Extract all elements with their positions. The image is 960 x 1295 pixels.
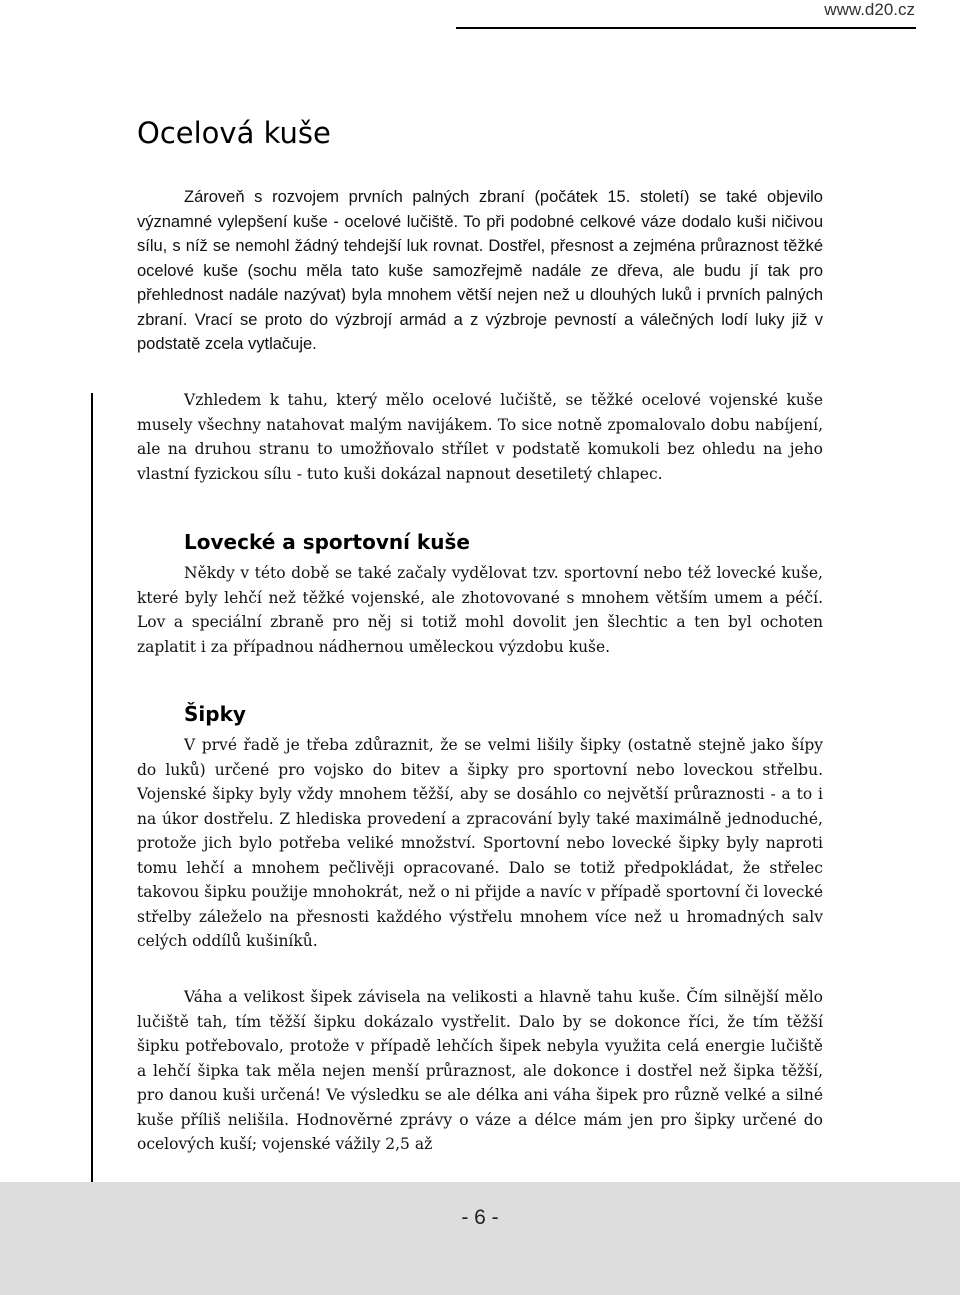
paragraph-bolt-weight: Váha a velikost šipek závisela na velikosti a hlavně tahu kuše. Čím silnější mělo lučiště tah, tím těžší šipku dokázalo vystřelit. Dalo by se dokonce říci, že tím těžší šipku potřebovalo, protože v případě lehčích šipek nebyla využita celá energie lučiště a lehčí šipka tak měla nejen menší průraznost, ale dokonce i dostřel než šipka těžší, pro danou kuši určená! Ve výsledku se ale délka ani váha šipek pro různě velké a silné kuše příliš nelišila. Hodnověrné zprávy o váze a délce mám jen pro šipky určené do ocelových kuší; vojenské vážily 2,5 až xyxy=(137,988,823,1153)
paragraph-hunting: Někdy v této době se také začaly vydělovat tzv. sportovní nebo též lovecké kuše, které byly lehčí než těžké vojenské, ale zhotovované s mnohem větším umem a péčí. Lov a speciální zbraně pro něj si totiž mohl dovolit jen šlechtic a ten byl ochoten zaplatit i za případnou nádhernou uměleckou výzdobu kuše. xyxy=(137,564,823,656)
page-title: Ocelová kuše xyxy=(137,116,331,150)
footer-band xyxy=(0,1182,960,1295)
paragraph-intro: Zároveň s rozvojem prvních palných zbraní (počátek 15. století) se také objevilo významné vylepšení kuše - ocelové lučiště. To při podobné celkové váze dodalo kuši ničivou sílu, s níž se nemohl žádný tehdejší luk rovnat. Dostřel, přesnost a zejména průraznost těžké ocelové kuše (sochu měla tato kuše samozřejmě nadále ze dřeva, ale budu jí tak pro přehlednost nadále nazývat) byla mnohem větší nejen než u dlouhých luků i prvních palných zbraní. Vrací se proto do výzbrojí armád a z výzbroje pevností a válečných lodí luky již v podstatě zcela vytlačuje. xyxy=(137,188,823,353)
page-number: - 6 - xyxy=(461,1206,499,1229)
site-url[interactable]: www.d20.cz xyxy=(824,0,915,19)
section-heading-hunting: Lovecké a sportovní kuše xyxy=(184,530,470,554)
header-rule xyxy=(456,27,916,29)
section-heading-bolts: Šipky xyxy=(184,702,246,726)
paragraph-drawing: Vzhledem k tahu, který mělo ocelové lučiště, se těžké ocelové vojenské kuše musely všechny natahovat malým navijákem. To sice notně zpomalovalo dobu nabíjení, ale na druhou stranu to umožňovalo střílet v podstatě komukoli bez ohledu na jeho vlastní fyzickou sílu - tuto kuši dokázal napnout desetiletý chlapec. xyxy=(137,391,823,483)
paragraph-bolts: V prvé řadě je třeba zdůraznit, že se velmi lišily šipky (ostatně stejně jako šípy do luků) určené pro vojsko do bitev a šipky pro sportovní nebo loveckou střelbu. Vojenské šipky byly vždy mnohem těžší, aby se dosáhlo co největší průraznosti - a to i na úkor dostřelu. Z hlediska provedení a zpracování byly také maximálně jednoduché, protože jich bylo potřeba veliké množství. Sportovní nebo lovecké šipky byly naproti tomu lehčí a mnohem pečlivěji opracované. Dalo se totiž předpokládat, že střelec takovou šipku použije mnohokrát, než o ni přijde a navíc v případě sportovní či lovecké střelby záleželo na přesnosti každého výstřelu mnohem více než u hromadných salv celých oddílů kušiníků. xyxy=(137,736,823,950)
margin-rule xyxy=(91,393,93,1215)
